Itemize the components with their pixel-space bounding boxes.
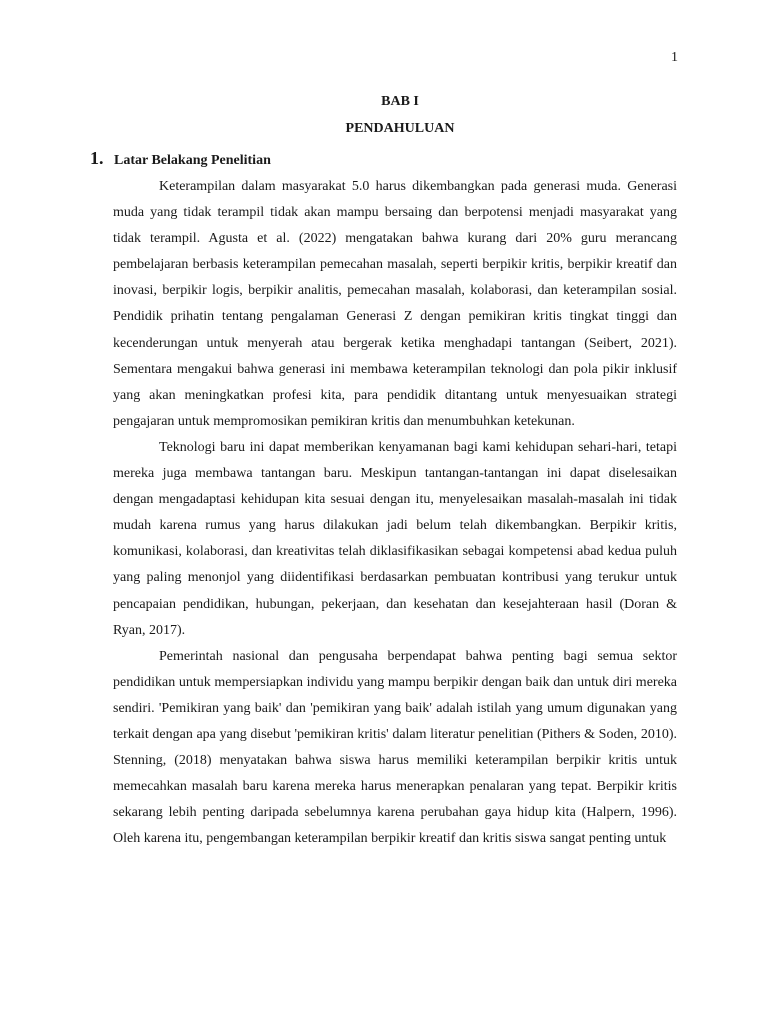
body-text [113, 174, 677, 852]
page-number: 1 [671, 50, 678, 65]
paragraph: Pemerintah nasional dan pengusaha berpendapat bahwa penting bagi semua sektor pendidikan untuk mempersiapkan individu yang mampu berpikir dengan baik dan untuk diri mereka sendiri. 'Pemikiran yang baik' dan 'pemikiran yang baik' adalah istilah yang umum digunakan yang terkait dengan apa yang disebut 'pemikiran kritis' dalam literatur penelitian (Pithers & Soden, 2010). Stenning, (2018) menyatakan bahwa siswa harus memiliki keterampilan berpikir kritis untuk memecahkan masalah baru karena mereka harus menerapkan penalaran yang tepat. Berpikir kritis sekarang lebih penting daripada sebelumnya karena perubahan gaya hidup kita (Halpern, 1996). Oleh karena itu, pengembangan keterampilan berpikir kreatif dan kritis siswa sangat penting untuk [113, 648, 677, 847]
section-heading [90, 148, 271, 169]
chapter-title: PENDAHULUAN [345, 121, 455, 136]
paragraph: Teknologi baru ini dapat memberikan kenyamanan bagi kami kehidupan sehari-hari, tetapi mereka juga membawa tantangan baru. Meskipun tantangan-tantangan ini dapat diselesaikan dengan mengadaptasi kehidupan kita sesuai dengan itu, menyelesaikan masalah-masalah ini tidak mudah karena rumus yang harus dilakukan jadi belum telah dikembangkan. Berpikir kritis, komunikasi, kolaborasi, dan kreativitas telah diklasifikasikan sebagai kompetensi abad kedua puluh yang paling menonjol yang diidentifikasi berdasarkan pembuatan kontribusi yang terukur untuk pencapaian pendidikan, hubungan, pekerjaan, dan kesehatan dan kesejahteraan hasil (Doran & Ryan, 2017). [113, 439, 677, 638]
paragraph: Keterampilan dalam masyarakat 5.0 harus dikembangkan pada generasi muda. Generasi muda yang tidak terampil tidak akan mampu bersaing dan berpotensi menjadi masyarakat yang tidak terampil. Agusta et al. (2022) mengatakan bahwa kurang dari 20% guru merancang pembelajaran berbasis keterampilan pemecahan masalah, seperti berpikir kritis, berpikir kreatif dan inovasi, berpikir logis, berpikir analitis, pemecahan masalah, kolaborasi, dan keterampilan sosial. Pendidik prihatin tentang pengalaman Generasi Z dengan pemikiran kritis tingkat tinggi dan kecenderungan untuk menyerah atau bergerak ketika menghadapi tantangan (Seibert, 2021). Sementara mengakui bahwa generasi ini membawa keterampilan teknologi dan pola pikir inklusif yang akan meningkatkan profesi kita, para pendidik ditantang untuk menyesuaikan strategi pengajaran untuk mempromosikan pemikiran kritis dan menumbuhkan ketekunan. [113, 179, 677, 429]
section-title: Latar Belakang Penelitian [114, 153, 271, 168]
section-number: 1. [90, 148, 104, 168]
chapter-number: BAB I [381, 94, 419, 109]
